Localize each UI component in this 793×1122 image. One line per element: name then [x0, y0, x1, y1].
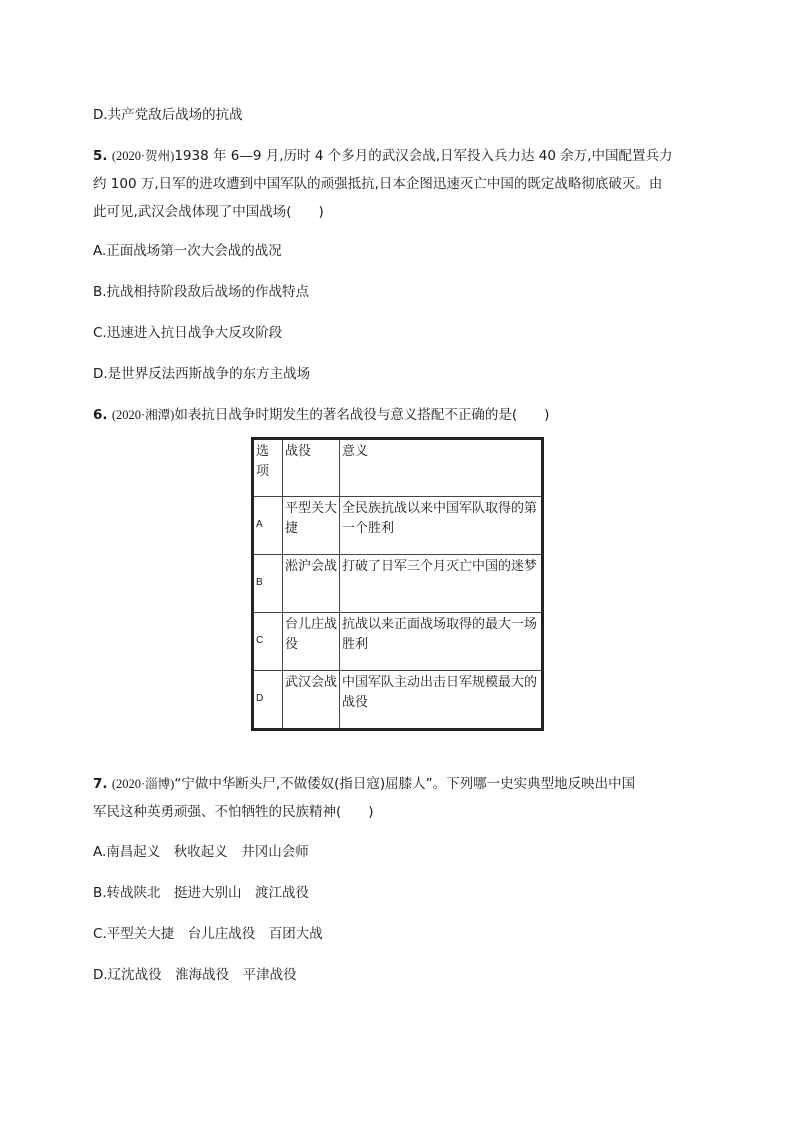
row-meaning: 全民族抗战以来中国军队取得的第一个胜利 — [340, 497, 543, 555]
row-option — [253, 555, 283, 613]
q5-stem-line3: 此可见,武汉会战体现了中国战场( ) — [93, 204, 324, 220]
q5-number: 5. — [93, 148, 108, 164]
row-battle: 武汉会战 — [283, 671, 340, 730]
header-battle: 战役 — [283, 439, 340, 497]
row-option-letter: C — [256, 635, 264, 646]
q7-option-a[interactable]: A.南昌起义 秋收起义 井冈山会师 — [93, 844, 309, 860]
row-option-letter: B — [256, 577, 263, 588]
header-option: 选项 — [253, 439, 283, 497]
q7-stem-line2: 军民这种英勇顽强、不怕牺牲的民族精神( ) — [93, 804, 374, 820]
q6-source: (2020·湘潭) — [111, 408, 175, 422]
q7-option-b[interactable]: B.转战陕北 挺进大别山 渡江战役 — [93, 885, 310, 901]
q5-stem-line2: 约 100 万,日军的进攻遭到中国军队的顽强抵抗,日本企图迅速灭亡中国的既定战略彻底破灭。由 — [93, 176, 663, 192]
q6-text: 如表抗日战争时期发生的著名战役与意义搭配不正确的是( ) — [174, 407, 550, 423]
row-meaning: 中国军队主动出击日军规模最大的战役 — [340, 671, 543, 730]
row-option — [253, 613, 283, 671]
q6-number: 6. — [93, 407, 108, 423]
q7-option-c[interactable]: C.平型关大捷 台儿庄战役 百团大战 — [93, 926, 323, 942]
q6-stem — [93, 403, 549, 423]
row-battle: 平型关大捷 — [283, 497, 340, 555]
row-option — [253, 497, 283, 555]
q5-stem-line1 — [93, 144, 673, 164]
battle-table — [251, 437, 544, 731]
q7-text-line1: “宁做中华断头尸,不做倭奴(指日寇)屈膝人”。下列哪一史实典型地反映出中国 — [174, 776, 636, 792]
q4-option-d: D.共产党敌后战场的抗战 — [93, 107, 243, 123]
row-meaning: 抗战以来正面战场取得的最大一场胜利 — [340, 613, 543, 671]
q7-source: (2020·淄博) — [111, 777, 175, 791]
q5-text-line1: 1938 年 6—9 月,历时 4 个多月的武汉会战,日军投入兵力达 40 余万,中国配置兵力 — [174, 148, 673, 164]
row-battle: 台儿庄战役 — [283, 613, 340, 671]
q5-option-c[interactable]: C.迅速进入抗日战争大反攻阶段 — [93, 325, 283, 341]
q5-option-d[interactable]: D.是世界反法西斯战争的东方主战场 — [93, 366, 311, 382]
q5-option-a[interactable]: A.正面战场第一次大会战的战况 — [93, 243, 282, 259]
q7-stem-line1 — [93, 772, 635, 792]
row-battle: 淞沪会战 — [283, 555, 340, 613]
row-option — [253, 671, 283, 730]
table-row — [253, 613, 543, 671]
q7-number: 7. — [93, 776, 108, 792]
table-row — [253, 671, 543, 730]
row-option-letter: D — [256, 693, 264, 704]
q5-option-b[interactable]: B.抗战相持阶段敌后战场的作战特点 — [93, 284, 310, 300]
table-row — [253, 555, 543, 613]
header-meaning: 意义 — [340, 439, 543, 497]
row-meaning: 打破了日军三个月灭亡中国的迷梦 — [340, 555, 543, 613]
table-header-row — [253, 439, 543, 497]
table-row — [253, 497, 543, 555]
q7-option-d[interactable]: D.辽沈战役 淮海战役 平津战役 — [93, 967, 297, 983]
q5-source: (2020·贺州) — [111, 149, 175, 163]
row-option-letter: A — [256, 519, 263, 530]
